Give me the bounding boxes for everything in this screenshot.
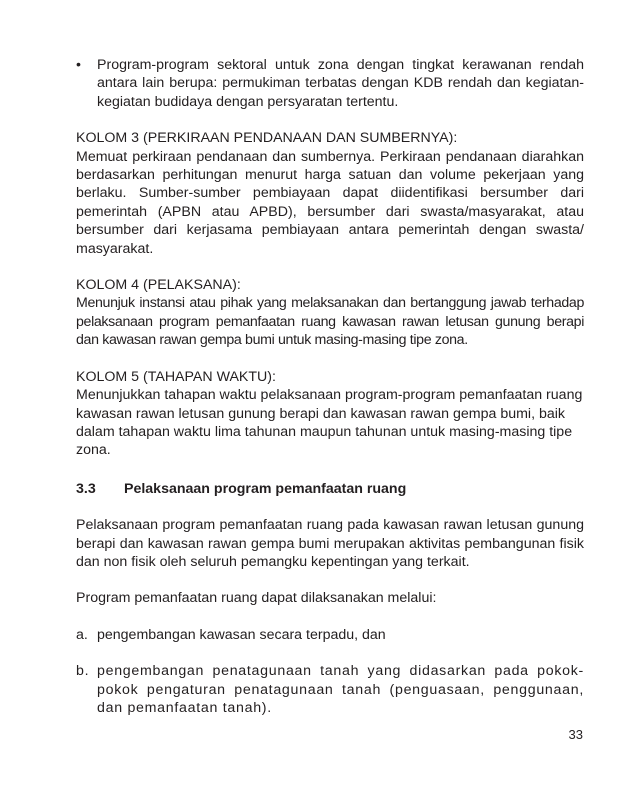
paragraph-1: Pelaksanaan program pemanfaatan ruang pada kawasan rawan letusan gunung berapi dan kawasan rawan gempa bumi merupakan aktivitas pembangunan fisik dan non fisik oleh seluruh pemangku kepentingan yang terkait. (76, 517, 584, 570)
kolom3-title: KOLOM 3 (PERKIRAAN PENDANAAN DAN SUMBERNYA): (76, 130, 458, 147)
intro-bullet-text: Program-program sektoral untuk zona dengan tingkat kerawanan rendah antara lain berupa: permukiman terbatas dengan KDB rendah dan kegiatan-kegiatan budidaya dengan persyaratan tertentu. (97, 57, 584, 110)
kolom4-title: KOLOM 4 (PELAKSANA): (76, 277, 241, 294)
section-number: 3.3 (76, 480, 96, 497)
kolom3-block (76, 129, 584, 258)
kolom4-block (76, 276, 584, 350)
list-item (76, 626, 584, 644)
list-item (76, 662, 584, 717)
kolom5-body: Menunjukkan tahapan waktu pelaksanaan program-program pemanfaatan ruang kawasan rawan letusan gunung berapi dan kawasan rawan gempa bumi, baik dalam tahapan waktu lima tahunan maupun tahunan untuk masing-masing tipe zona. (76, 387, 583, 459)
kolom5-block (76, 368, 584, 460)
intro-bullet (76, 56, 584, 111)
section-heading (76, 480, 584, 498)
kolom5-title: KOLOM 5 (TAHAPAN WAKTU): (76, 368, 276, 385)
bullet-marker: • (76, 57, 81, 73)
kolom3-body: Memuat perkiraan pendanaan dan sumbernya. Perkiraan pendanaan diarahkan berdasarkan perhitungan menurut harga satuan dan volume pekerjaan yang berlaku. Sumber-sumber pembiayaan dapat diidentifikasi bersumber dari pemerintah (APBN atau APBD), bersumber dari swasta/masyarakat, atau bersumber dari kerjasama pembiayaan antara pemerintah dengan swasta/ masyarakat. (76, 148, 584, 257)
kolom4-body: Menunjuk instansi atau pihak yang melaksanakan dan bertanggung jawab terhadap pelaksanaan program pemanfaatan ruang kawasan rawan letusan gunung berapi dan kawasan rawan gempa bumi untuk masing-masing tipe zona. (76, 295, 584, 349)
list-marker: a. (76, 626, 88, 643)
section-title: Pelaksanaan program pemanfaatan ruang (124, 480, 407, 497)
page-number: 33 (568, 727, 583, 742)
list-marker: b. (76, 663, 90, 680)
list-item-text: pengembangan kawasan secara terpadu, dan (97, 626, 386, 643)
list-item-text: pengembangan penatagunaan tanah yang didasarkan pada pokok-pokok pengaturan penatagunaan tanah (penguasaan, penggunaan, dan pemanfaatan tanah). (97, 663, 584, 716)
paragraph-2: Program pemanfaatan ruang dapat dilaksanakan melalui: (76, 590, 437, 607)
page-content (76, 56, 584, 717)
